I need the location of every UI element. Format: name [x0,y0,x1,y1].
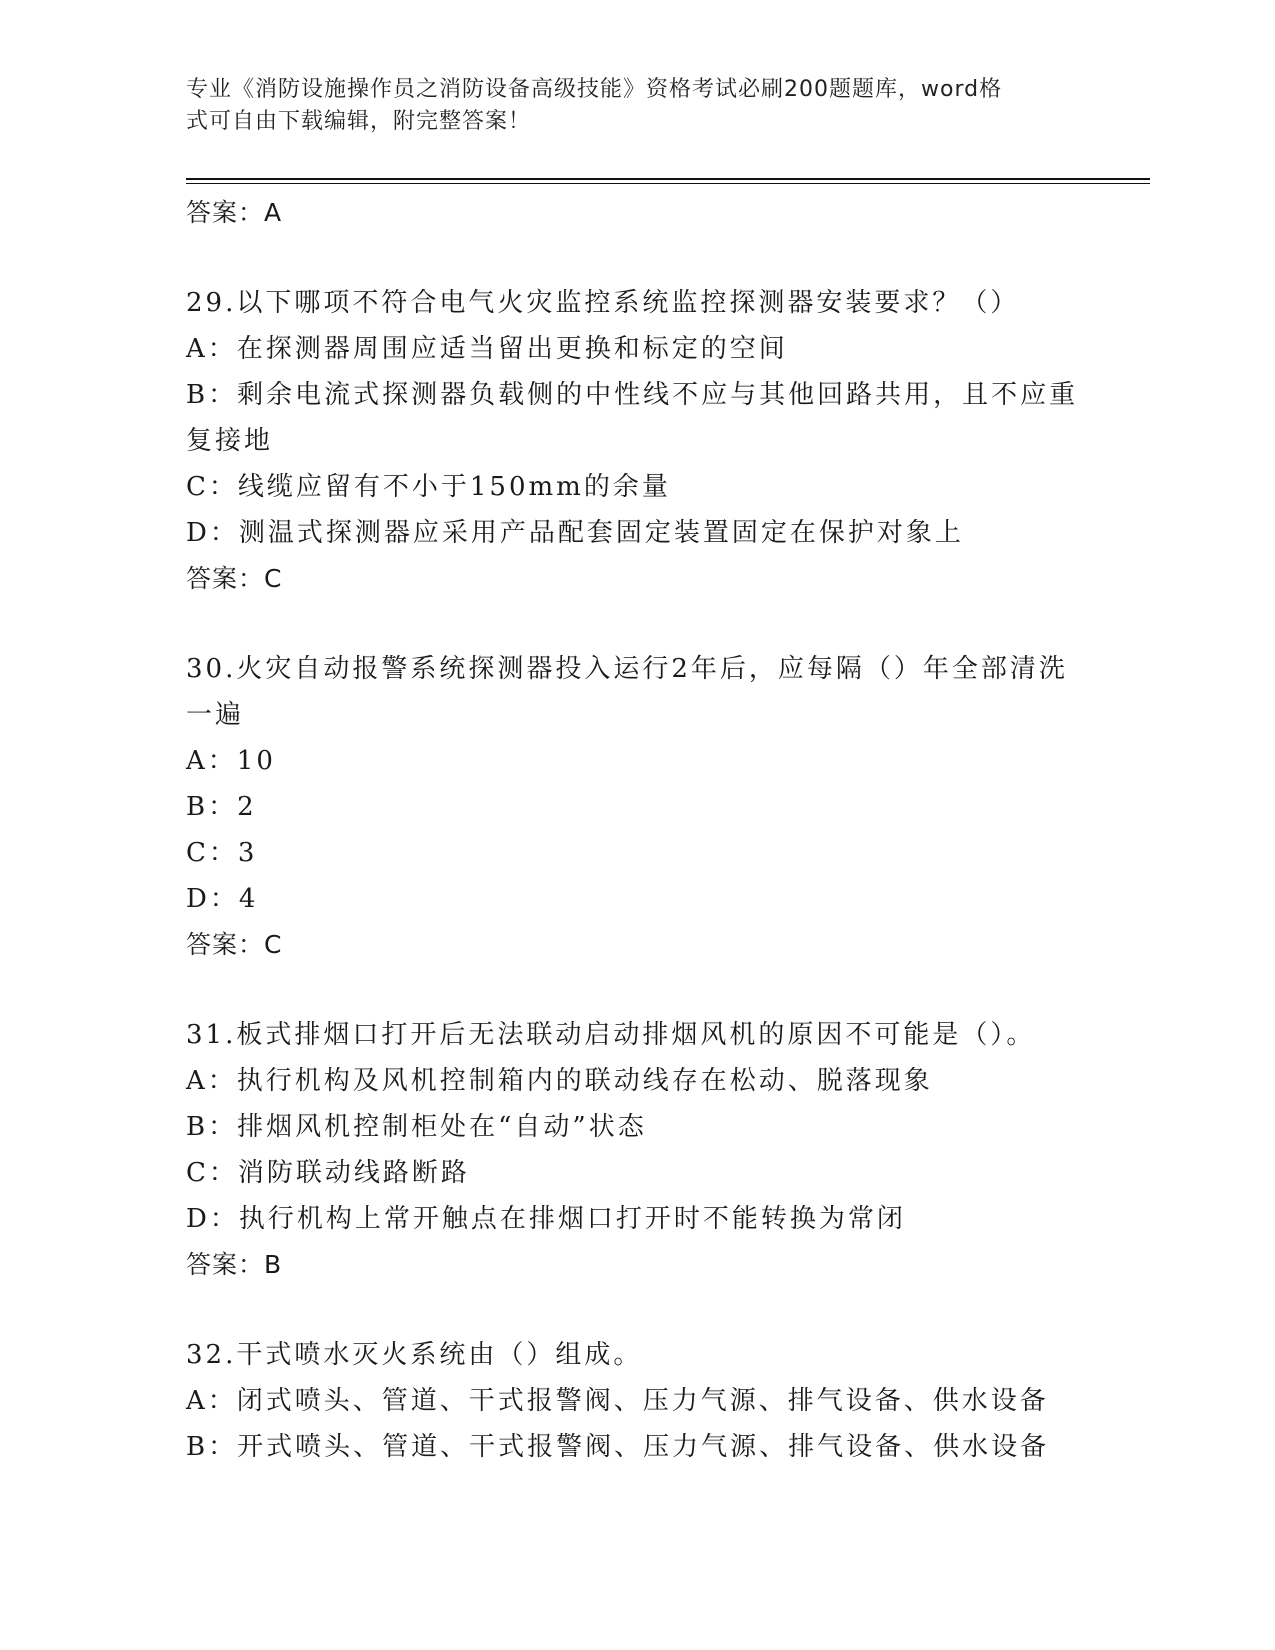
option-a: A：闭式喷头、管道、干式报警阀、压力气源、排气设备、供水设备 [186,1386,1049,1416]
question-stem: 29.以下哪项不符合电气火灾监控系统监控探测器安装要求？（） [186,288,1020,318]
answer-line: 答案：C [186,564,283,593]
question-list [186,190,1086,1470]
option-a: A：10 [186,746,276,776]
question-stem: 30.火灾自动报警系统探测器投入运行2年后，应每隔（）年全部清洗 [186,654,1068,684]
spacer [186,1288,1086,1332]
option-d: D：执行机构上常开触点在排烟口打开时不能转换为常闭 [186,1204,906,1234]
question-block [186,646,1086,968]
previous-answer: 答案：A [186,198,283,227]
answer-line: 答案：B [186,1250,283,1279]
question-stem: 32.干式喷水灭火系统由（）组成。 [186,1340,643,1370]
question-block [186,1332,1086,1470]
option-b-continued: 复接地 [186,426,274,456]
answer-line: 答案：C [186,930,283,959]
header-divider-thick [186,178,1150,180]
header-line-2: 式可自由下载编辑，附完整答案！ [186,109,532,134]
option-a: A：执行机构及风机控制箱内的联动线存在松动、脱落现象 [186,1066,933,1096]
spacer [186,968,1086,1012]
question-stem: 31.板式排烟口打开后无法联动启动排烟风机的原因不可能是（）。 [186,1020,1036,1050]
option-d: D：测温式探测器应采用产品配套固定装置固定在保护对象上 [186,518,964,548]
question-stem-continued: 一遍 [186,700,245,730]
question-block [186,1012,1086,1288]
spacer [186,602,1086,646]
option-c: C：消防联动线路断路 [186,1158,470,1188]
header-divider-thin [186,183,1150,184]
header-line-1: 专业《消防设施操作员之消防设备高级技能》资格考试必刷200题题库，word格 [186,77,1003,102]
spacer [186,236,1086,280]
option-a: A：在探测器周围应适当留出更换和标定的空间 [186,334,788,364]
option-d: D：4 [186,884,259,914]
option-c: C：3 [186,838,258,868]
option-c: C：线缆应留有不小于150mm的余量 [186,472,671,502]
question-block [186,280,1086,602]
option-b: B：开式喷头、管道、干式报警阀、压力气源、排气设备、供水设备 [186,1432,1050,1462]
option-b: B：2 [186,792,257,822]
document-header [186,74,1066,138]
option-b: B：排烟风机控制柜处在“自动”状态 [186,1112,647,1142]
option-b: B：剩余电流式探测器负载侧的中性线不应与其他回路共用，且不应重 [186,380,1079,410]
